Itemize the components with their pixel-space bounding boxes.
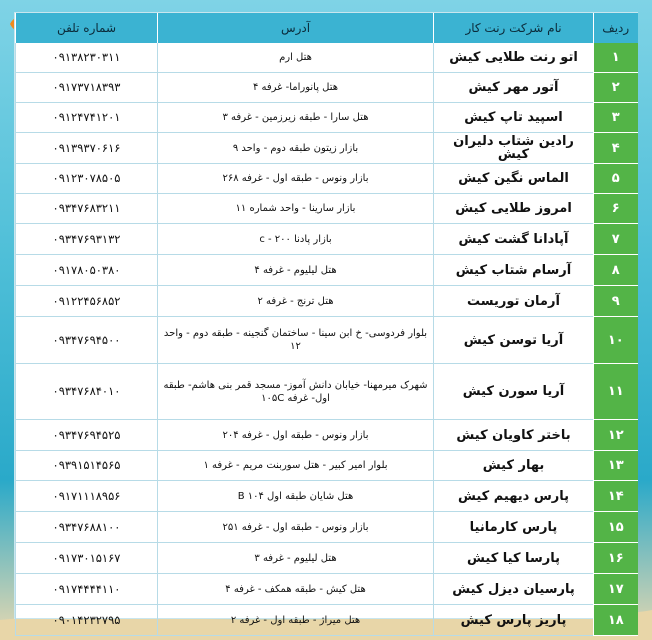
table-header — [16, 13, 638, 43]
company-name: الماس نگین کیش — [434, 164, 594, 194]
company-name: پارس دیهیم کیش — [434, 481, 594, 512]
company-address: هتل ترنج - غرفه ۲ — [158, 286, 434, 317]
phone-number: ۰۹۱۷۳۰۱۵۱۶۷ — [16, 543, 158, 574]
phone-number: ۰۹۱۳۸۲۳۰۳۱۱ — [16, 43, 158, 73]
company-name: آریا سورن کیش — [434, 364, 594, 420]
company-address: هتل لیلیوم - غرفه ۴ — [158, 255, 434, 286]
company-name: آتور مهر کیش — [434, 73, 594, 103]
company-name: باختر کاویان کیش — [434, 420, 594, 451]
company-address: هتل کیش - طبقه همکف - غرفه ۴ — [158, 574, 434, 605]
company-address: بازار پادنا c - ۲۰۰ — [158, 224, 434, 255]
table-row — [16, 133, 638, 164]
phone-number: ۰۹۱۲۴۷۴۱۲۰۱ — [16, 103, 158, 133]
rental-companies-table — [15, 13, 638, 636]
phone-number: ۰۹۱۲۳۰۷۸۵۰۵ — [16, 164, 158, 194]
company-address: هتل میراژ - طبقه اول - غرفه ۲ — [158, 605, 434, 636]
table-row — [16, 317, 638, 364]
phone-number: ۰۹۳۴۷۶۸۴۰۱۰ — [16, 364, 158, 420]
row-number: ۱ — [594, 43, 638, 73]
company-address: بازار سارینا - واحد شماره ۱۱ — [158, 194, 434, 224]
row-number: ۱۵ — [594, 512, 638, 543]
company-address: هتل لیلیوم - غرفه ۳ — [158, 543, 434, 574]
table-row — [16, 364, 638, 420]
table-row — [16, 512, 638, 543]
company-name: رادین شتاب دلیران کیش — [434, 133, 594, 164]
company-name: پارس کارمانیا — [434, 512, 594, 543]
phone-number: ۰۹۳۴۷۶۹۳۱۳۲ — [16, 224, 158, 255]
table-row — [16, 194, 638, 224]
company-name: امروز طلایی کیش — [434, 194, 594, 224]
table-row — [16, 224, 638, 255]
company-name: اتو رنت طلایی کیش — [434, 43, 594, 73]
row-number: ۷ — [594, 224, 638, 255]
company-name: بهار کیش — [434, 451, 594, 481]
company-address: بلوار امیر کبیر - هتل سوربنت مریم - غرفه ۱ — [158, 451, 434, 481]
table-row — [16, 481, 638, 512]
company-name: پارسیان دیزل کیش — [434, 574, 594, 605]
row-number: ۲ — [594, 73, 638, 103]
rental-table-panel — [14, 12, 638, 628]
company-name: آپادانا گشت کیش — [434, 224, 594, 255]
table-row — [16, 164, 638, 194]
header-phone: شماره تلفن — [16, 13, 158, 43]
phone-number: ۰۹۳۴۷۶۹۴۵۲۵ — [16, 420, 158, 451]
phone-number: ۰۹۱۷۳۷۱۸۳۹۳ — [16, 73, 158, 103]
table-row — [16, 605, 638, 636]
phone-number: ۰۹۱۲۲۴۵۶۸۵۲ — [16, 286, 158, 317]
company-address: بازار ونوس - طبقه اول - غرفه ۲۵۱ — [158, 512, 434, 543]
table-row — [16, 73, 638, 103]
row-number: ۴ — [594, 133, 638, 164]
company-name: اسپید تاپ کیش — [434, 103, 594, 133]
company-address: بلوار فردوسی- خ ابن سینا - ساختمان گنجینه - طبقه دوم - واحد ۱۲ — [158, 317, 434, 364]
table-row — [16, 574, 638, 605]
row-number: ۸ — [594, 255, 638, 286]
phone-number: ۰۹۱۳۹۳۷۰۶۱۶ — [16, 133, 158, 164]
phone-number: ۰۹۰۱۴۲۳۲۷۹۵ — [16, 605, 158, 636]
company-name: آرمان توریست — [434, 286, 594, 317]
phone-number: ۰۹۳۴۷۶۸۸۱۰۰ — [16, 512, 158, 543]
company-address: بازار زیتون طبقه دوم - واحد ۹ — [158, 133, 434, 164]
phone-number: ۰۹۳۴۷۶۹۴۵۰۰ — [16, 317, 158, 364]
table-row — [16, 103, 638, 133]
company-address: هتل شایان طبقه اول B ۱۰۴ — [158, 481, 434, 512]
row-number: ۱۱ — [594, 364, 638, 420]
phone-number: ۰۹۱۷۸۰۵۰۳۸۰ — [16, 255, 158, 286]
company-address: هتل سارا - طبقه زیرزمین - غرفه ۳ — [158, 103, 434, 133]
row-number: ۳ — [594, 103, 638, 133]
company-address: شهرک میرمهنا- خیابان دانش آموز- مسجد قمر بنی هاشم- طبقه اول- غرفه ۱۰۵C — [158, 364, 434, 420]
table-row — [16, 255, 638, 286]
row-number: ۱۶ — [594, 543, 638, 574]
row-number: ۱۴ — [594, 481, 638, 512]
row-number: ۱۲ — [594, 420, 638, 451]
company-address: بازار ونوس - طبقه اول - غرفه ۲۰۴ — [158, 420, 434, 451]
company-name: آرسام شتاب کیش — [434, 255, 594, 286]
row-number: ۶ — [594, 194, 638, 224]
phone-number: ۰۹۱۷۴۴۴۴۱۱۰ — [16, 574, 158, 605]
row-number: ۱۸ — [594, 605, 638, 636]
row-number: ۱۷ — [594, 574, 638, 605]
row-number: ۵ — [594, 164, 638, 194]
company-name: پاریز پارس کیش — [434, 605, 594, 636]
company-address: هتل ارم — [158, 43, 434, 73]
phone-number: ۰۹۱۷۱۱۱۸۹۵۶ — [16, 481, 158, 512]
table-row — [16, 420, 638, 451]
table-row — [16, 543, 638, 574]
phone-number: ۰۹۳۹۱۵۱۴۵۶۵ — [16, 451, 158, 481]
table-row — [16, 286, 638, 317]
company-address: هتل پانوراما- غرفه ۴ — [158, 73, 434, 103]
row-number: ۹ — [594, 286, 638, 317]
phone-number: ۰۹۳۴۷۶۸۳۲۱۱ — [16, 194, 158, 224]
row-number: ۱۰ — [594, 317, 638, 364]
company-name: آریا توسن کیش — [434, 317, 594, 364]
header-row-number: ردیف — [594, 13, 638, 43]
table-row — [16, 451, 638, 481]
header-address: آدرس — [158, 13, 434, 43]
table-row — [16, 43, 638, 73]
header-company: نام شرکت رنت کار — [434, 13, 594, 43]
company-name: پارسا کیا کیش — [434, 543, 594, 574]
row-number: ۱۳ — [594, 451, 638, 481]
company-address: بازار ونوس - طبقه اول - غرفه ۲۶۸ — [158, 164, 434, 194]
